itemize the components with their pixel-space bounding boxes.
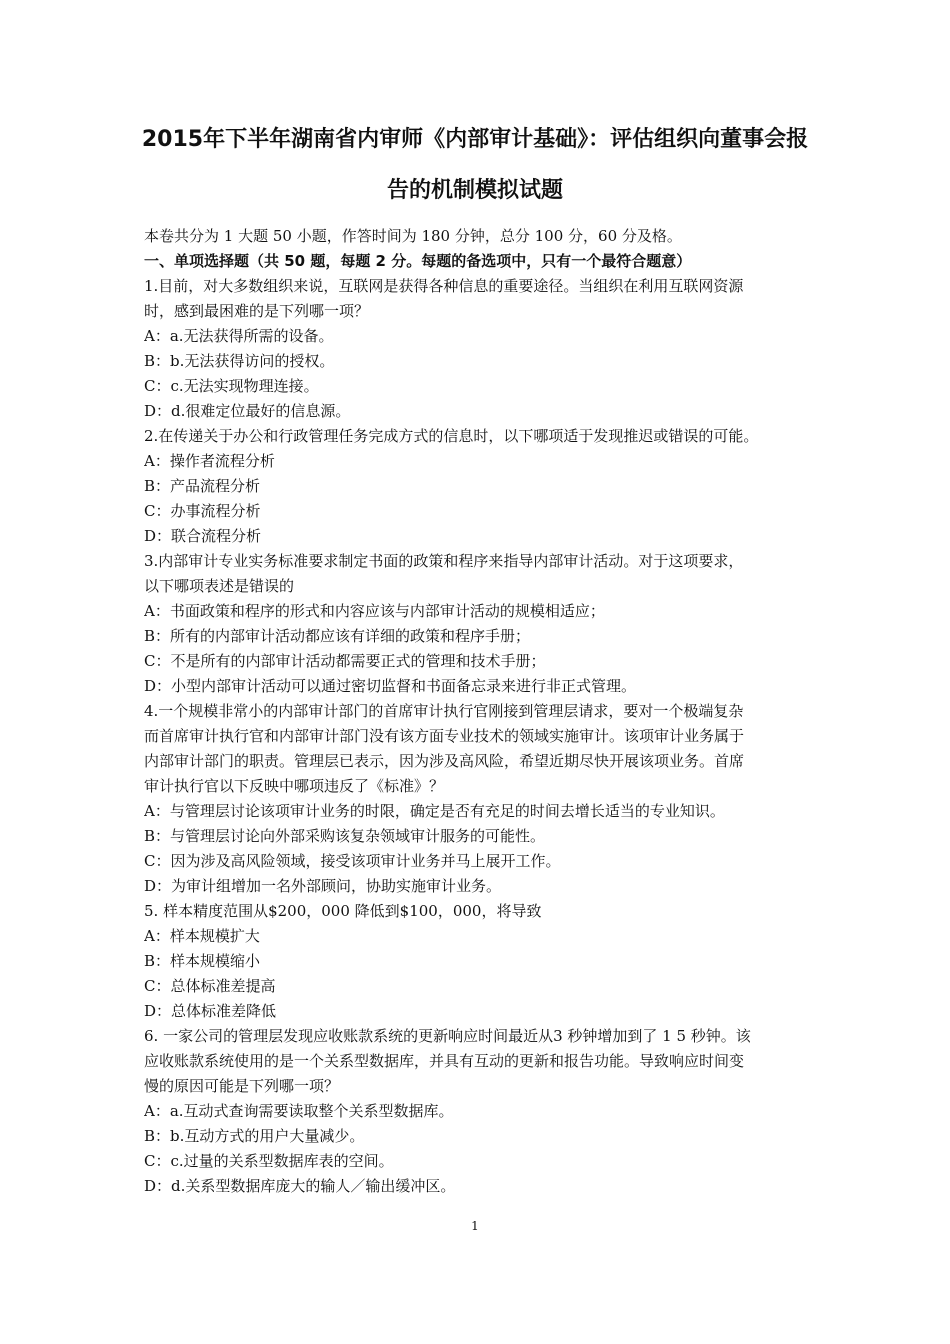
question-1-option-d: D：d.很难定位最好的信息源。 [144,402,351,420]
document-title-line-2: 告的机制模拟试题 [386,178,563,203]
question-2-option-a: A：操作者流程分析 [144,452,275,470]
question-3-line-1: 3.内部审计专业实务标准要求制定书面的政策和程序来指导内部审计活动。对于这项要求， [144,552,744,570]
question-6-line-2: 应收账款系统使用的是一个关系型数据库，并具有互动的更新和报告功能。导致响应时间变 [144,1052,745,1070]
question-3-option-c: C：不是所有的内部审计活动都需要正式的管理和技术手册； [144,652,546,670]
question-1-line-2: 时，感到最困难的是下列哪一项？ [144,302,370,320]
question-4-option-b: B：与管理层讨论向外部采购该复杂领域审计服务的可能性。 [144,827,546,845]
section-heading: 一、单项选择题（共 50 题，每题 2 分。每题的备选项中，只有一个最符合题意） [144,252,692,270]
question-4-line-2: 而首席审计执行官和内部审计部门没有该方面专业技术的领域实施审计。该项审计业务属于 [144,727,745,745]
question-3-option-a: A：书面政策和程序的形式和内容应该与内部审计活动的规模相适应； [144,602,605,620]
question-4-option-a: A：与管理层讨论该项审计业务的时限，确定是否有充足的时间去增长适当的专业知识。 [144,802,725,820]
question-1-option-b: B：b.无法获得访问的授权。 [144,352,335,370]
page-number: 1 [471,1219,479,1233]
question-5-option-c: C：总体标准差提高 [144,977,276,995]
question-6-line-3: 慢的原因可能是下列哪一项？ [144,1077,340,1095]
question-2-line-1: 2.在传递关于办公和行政管理任务完成方式的信息时，以下哪项适于发现推迟或错误的可能。 [144,427,759,445]
question-2-option-b: B：产品流程分析 [144,477,261,495]
document-title-line-1: 2015年下半年湖南省内审师《内部审计基础》：评估组织向董事会报 [141,127,809,152]
question-5-option-d: D：总体标准差降低 [144,1002,277,1020]
question-6-option-b: B：b.互动方式的用户大量减少。 [144,1127,365,1145]
question-3-option-b: B：所有的内部审计活动都应该有详细的政策和程序手册； [144,627,531,645]
exam-intro: 本卷共分为 1 大题 50 小题，作答时间为 180 分钟，总分 100 分，60 分及格。 [144,227,682,245]
question-6-line-1: 6. 一家公司的管理层发现应收账款系统的更新响应时间最近从3 秒钟增加到了 1 5 秒钟。该 [144,1027,751,1045]
question-3-line-2: 以下哪项表述是错误的 [144,577,295,595]
question-5-line-1: 5. 样本精度范围从$200，000 降低到$100，000，将导致 [144,902,542,920]
question-3-option-d: D：小型内部审计活动可以通过密切监督和书面备忘录来进行非正式管理。 [144,677,637,695]
question-4-option-d: D：为审计组增加一名外部顾问，协助实施审计业务。 [144,877,502,895]
question-4-line-3: 内部审计部门的职责。管理层已表示，因为涉及高风险，希望近期尽快开展该项业务。首席 [144,752,745,770]
question-1-option-c: C：c.无法实现物理连接。 [144,377,319,395]
question-5-option-a: A：样本规模扩大 [144,927,260,945]
question-5-option-b: B：样本规模缩小 [144,952,261,970]
question-4-line-1: 4.一个规模非常小的内部审计部门的首席审计执行官刚接到管理层请求，要对一个极端复杂 [144,702,744,720]
question-4-option-c: C：因为涉及高风险领域，接受该项审计业务并马上展开工作。 [144,852,561,870]
question-4-line-4: 审计执行官以下反映中哪项违反了《标准》？ [144,777,445,795]
question-2-option-c: C：办事流程分析 [144,502,261,520]
question-6-option-d: D：d.关系型数据库庞大的输人／输出缓冲区。 [144,1177,456,1195]
question-6-option-c: C：c.过量的关系型数据库表的空间。 [144,1152,394,1170]
question-6-option-a: A：a.互动式查询需要读取整个关系型数据库。 [144,1102,454,1120]
question-2-option-d: D：联合流程分析 [144,527,262,545]
document-body [144,224,824,1199]
question-1-option-a: A：a.无法获得所需的设备。 [144,327,334,345]
question-1-line-1: 1.目前，对大多数组织来说，互联网是获得各种信息的重要途径。当组织在利用互联网资源 [144,277,744,295]
